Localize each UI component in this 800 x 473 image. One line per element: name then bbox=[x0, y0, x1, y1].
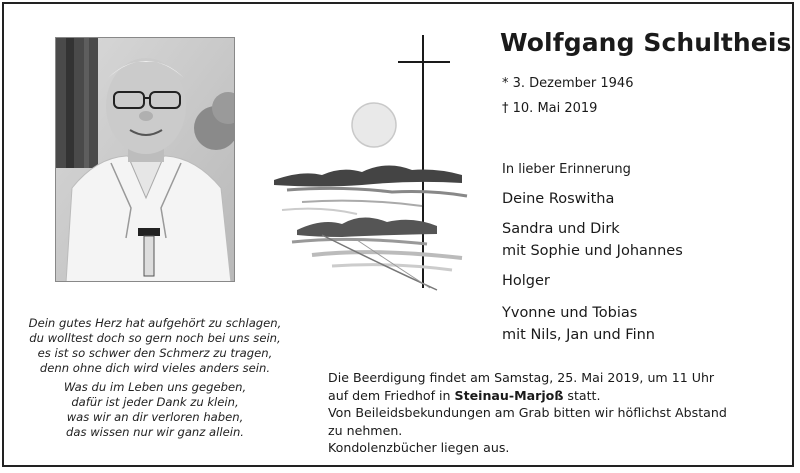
mourner-line: Deine Roswitha bbox=[502, 191, 615, 207]
notice-text: auf dem Friedhof in bbox=[328, 387, 455, 403]
poem-line: Dein gutes Herz hat aufgehört zu schlagen, bbox=[28, 316, 282, 330]
sun-icon bbox=[352, 103, 396, 147]
notice-line: Von Beileidsbekundungen am Grab bitten wir höflichst Abstand bbox=[328, 405, 727, 420]
mourner-line: Sandra und Dirk bbox=[502, 221, 620, 237]
mourner-line: Yvonne und Tobias bbox=[502, 305, 638, 321]
birth-date: * 3. Dezember 1946 bbox=[502, 76, 634, 91]
notice-line: Kondolenzbücher liegen aus. bbox=[328, 440, 510, 455]
poem-line: es ist so schwer den Schmerz zu tragen, bbox=[37, 346, 273, 360]
memorial-intro: In lieber Erinnerung bbox=[502, 162, 631, 177]
poem-stanza-1 bbox=[20, 316, 290, 376]
poem-line: Was du im Leben uns gegeben, bbox=[63, 380, 247, 394]
poem-line: dafür ist jeder Dank zu klein, bbox=[71, 395, 239, 409]
notice-line: Die Beerdigung findet am Samstag, 25. Mai 2019, um 11 Uhr bbox=[328, 370, 715, 385]
mourner-line: mit Sophie und Johannes bbox=[502, 243, 683, 259]
poem-line: du wolltest doch so gern noch bei uns sein, bbox=[29, 331, 281, 345]
notice-text: statt. bbox=[563, 387, 601, 403]
poem-line: was wir an dir verloren haben, bbox=[66, 410, 244, 424]
poem-line: denn ohne dich wird vieles anders sein. bbox=[39, 361, 271, 375]
poem-stanza-2 bbox=[20, 380, 290, 440]
cemetery-place: Steinau-Marjoß bbox=[454, 387, 564, 403]
portrait-photo bbox=[55, 37, 235, 282]
notice-line: zu nehmen. bbox=[328, 422, 403, 438]
mourner-line: mit Nils, Jan und Finn bbox=[502, 327, 655, 343]
notice-line bbox=[328, 387, 768, 405]
mourner-line: Holger bbox=[502, 273, 550, 289]
poem-line: das wissen nur wir ganz allein. bbox=[66, 425, 244, 439]
death-date: † 10. Mai 2019 bbox=[502, 101, 598, 116]
deceased-name: Wolfgang Schultheis bbox=[500, 28, 792, 57]
funeral-notice bbox=[328, 369, 768, 457]
landscape-cross-illustration bbox=[262, 30, 477, 295]
